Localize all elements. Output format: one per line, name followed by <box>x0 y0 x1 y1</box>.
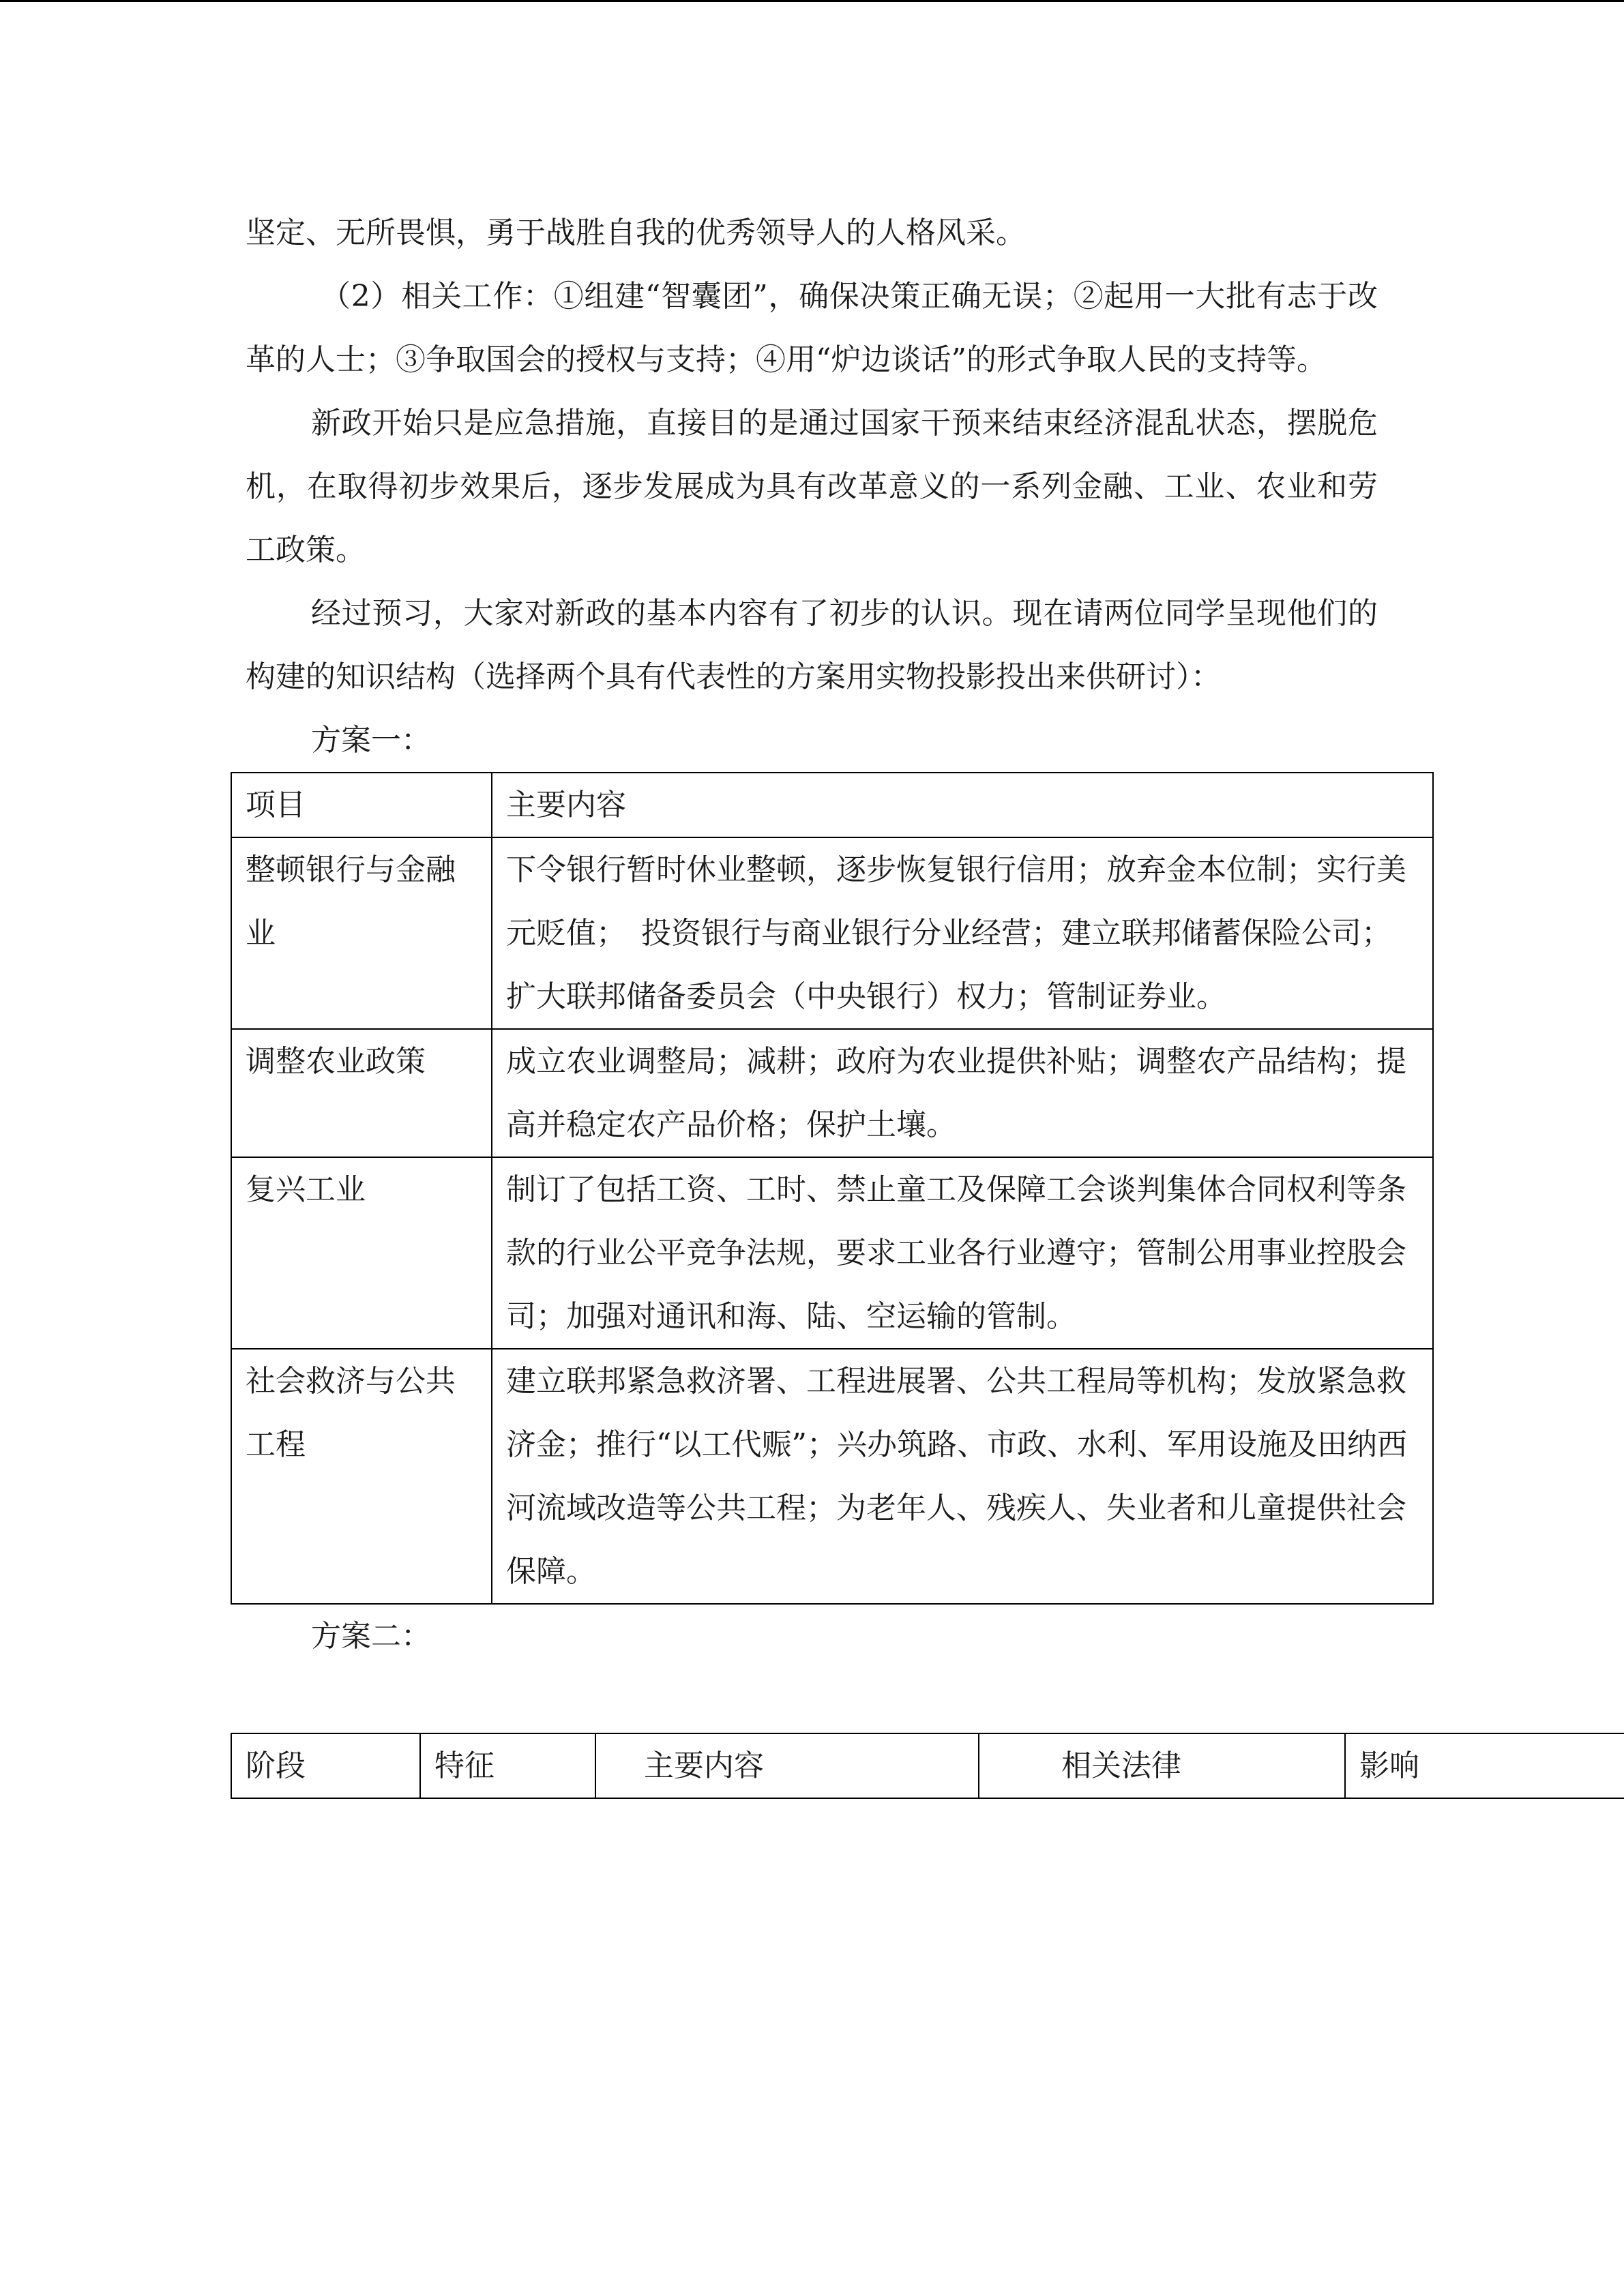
plan1-header-content: 主要内容 <box>492 773 1433 837</box>
plan1-header-row <box>231 773 1433 837</box>
plan2-header-content: 主要内容 <box>595 1733 979 1798</box>
plan1-row-content: 成立农业调整局；减耕；政府为农业提供补贴；调整农产品结构；提高并稳定农产品价格；保护土壤。 <box>492 1029 1433 1157</box>
plan1-row-item: 调整农业政策 <box>231 1029 492 1157</box>
plan1-row-relief <box>231 1349 1433 1604</box>
paragraph-leadership: 坚定、无所畏惧，勇于战胜自我的优秀领导人的人格风采。 <box>246 215 1026 250</box>
plan1-row-item: 整顿银行与金融业 <box>231 837 492 1029</box>
plan1-heading: 方案一： <box>311 723 431 758</box>
plan1-row-content: 制订了包括工资、工时、禁止童工及保障工会谈判集体合同权利等条款的行业公平竞争法规，要求工业各行业遵守；管制公用事业控股会司；加强对通讯和海、陆、空运输的管制。 <box>492 1157 1433 1349</box>
plan2-header-law: 相关法律 <box>979 1733 1345 1798</box>
page-top-border <box>0 0 1624 2</box>
document-body <box>246 201 1419 1799</box>
plan2-heading: 方案二： <box>311 1619 431 1654</box>
plan1-header-item: 项目 <box>231 773 492 837</box>
plan1-row-item: 复兴工业 <box>231 1157 492 1349</box>
plan2-header-stage: 阶段 <box>231 1733 420 1798</box>
plan1-row-banking <box>231 837 1433 1029</box>
plan1-row-agriculture <box>231 1029 1433 1157</box>
plan1-row-content: 下令银行暂时休业整顿，逐步恢复银行信用；放弃金本位制；实行美元贬值； 投资银行与商业银行分业经营；建立联邦储蓄保险公司；扩大联邦储备委员会（中央银行）权力；管制证券业。 <box>492 837 1433 1029</box>
paragraph-related-work: （2）相关工作：①组建“智囊团”，确保决策正确无误；②起用一大批有志于改革的人士；③争取国会的授权与支持；④用“炉边谈话”的形式争取人民的支持等。 <box>246 279 1378 377</box>
plan1-row-content: 建立联邦紧急救济署、工程进展署、公共工程局等机构；发放紧急救济金；推行“以工代赈”；兴办筑路、市政、水利、军用设施及田纳西河流域改造等公共工程；为老年人、残疾人、失业者和儿童提供社会保障。 <box>492 1349 1433 1604</box>
plan1-row-industry <box>231 1157 1433 1349</box>
plan1-row-item: 社会救济与公共工程 <box>231 1349 492 1604</box>
paragraph-preview-instruction: 经过预习，大家对新政的基本内容有了初步的认识。现在请两位同学呈现他们的构建的知识结构（选择两个具有代表性的方案用实物投影投出来供研讨）： <box>246 596 1378 694</box>
plan2-header-feature: 特征 <box>420 1733 595 1798</box>
plan2-table <box>231 1733 1624 1799</box>
plan1-table <box>231 772 1434 1605</box>
plan2-header-row <box>231 1733 1624 1798</box>
plan2-header-impact: 影响 <box>1345 1733 1624 1798</box>
paragraph-new-deal-intro: 新政开始只是应急措施，直接目的是通过国家干预来结束经济混乱状态，摆脱危机，在取得初步效果后，逐步发展成为具有改革意义的一系列金融、工业、农业和劳工政策。 <box>246 406 1378 567</box>
